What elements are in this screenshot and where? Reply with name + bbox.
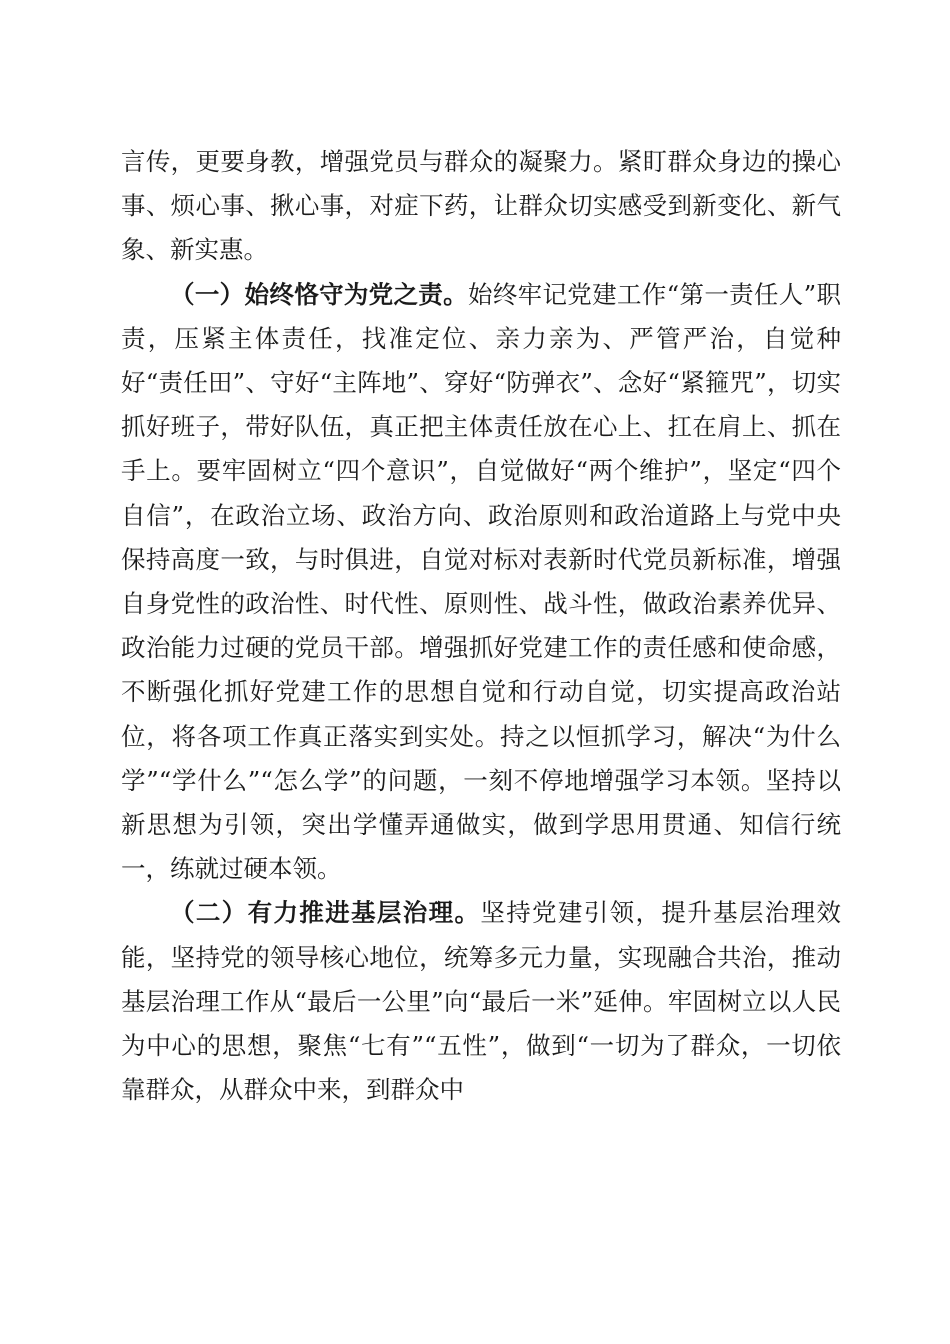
document-body [121, 140, 841, 1112]
section-1-text: 始终牢记党建工作“第一责任人”职责，压紧主体责任，找准定位、亲力亲为、严管严治，自觉种好“责任田”、守好“主阵地”、穿好“防弹衣”、念好“紧箍咒”，切实抓好班子，带好队伍，真正把主体责任放在心上、扛在肩上、抓在手上。要牢固树立“四个意识”，自觉做好“两个维护”，坚定“四个自信”，在政治立场、政治方向、政治原则和政治道路上与党中央保持高度一致，与时俱进，自觉对标对表新时代党员新标准，增强自身党性的政治性、时代性、原则性、战斗性，做政治素养优异、政治能力过硬的党员干部。增强抓好党建工作的责任感和使命感，不断强化抓好党建工作的思想自觉和行动自觉，切实提高政治站位，将各项工作真正落实到实处。持之以恒抓学习，解决“为什么学”“学什么”“怎么学”的问题，一刻不停地增强学习本领。坚持以新思想为引领，突出学懂弄通做实，做到学思用贯通、知信行统一，练就过硬本领。 [121, 279, 841, 884]
section-2-text: 坚持党建引领，提升基层治理效能，坚持党的领导核心地位，统筹多元力量，实现融合共治，推动基层治理工作从“最后一公里”向“最后一米”延伸。牢固树立以人民为中心的思想，聚焦“七有”“五性”，做到“一切为了群众，一切依靠群众，从群众中来，到群众中 [121, 898, 842, 1105]
paragraph-intro-text: 言传，更要身教，增强党员与群众的凝聚力。紧盯群众身边的操心事、烦心事、揪心事，对症下药，让群众切实感受到新变化、新气象、新实惠。 [121, 147, 841, 265]
paragraph-section-2 [121, 891, 841, 1112]
paragraph-section-1 [121, 273, 841, 892]
section-2-heading: （二）有力推进基层治理。 [170, 898, 481, 928]
section-1-heading: （一）始终恪守为党之责。 [170, 279, 468, 309]
paragraph-intro [121, 140, 841, 273]
